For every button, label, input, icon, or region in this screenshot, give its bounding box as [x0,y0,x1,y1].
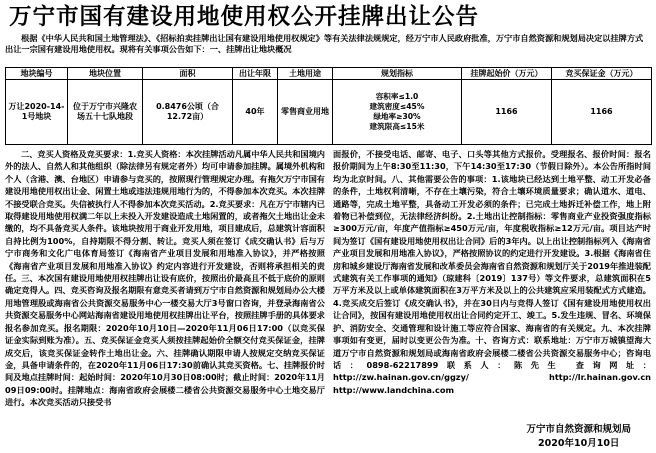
indicator-building-density: 建筑密度≤45% [369,102,425,111]
notice-body [5,148,651,453]
header-deposit: 竞买保证金（万元） [552,68,652,80]
signature-block [526,423,631,451]
header-area: 面积 [143,68,233,80]
plot-table-header-row [6,68,652,80]
header-indicators: 规划指标 [333,68,462,80]
indicator-floor-area-ratio: 容积率≤1.0 [375,92,419,101]
plot-term: 40年 [233,80,278,145]
indicator-height-limit: 建筑限高≤15米 [369,122,425,131]
plot-table [5,67,652,145]
plot-area: 0.8476公顷（合12.72亩） [143,80,233,145]
header-plot-id: 地块编号 [6,68,68,80]
signature-date: 2020年10月10日 [538,438,620,449]
notice-title: 万宁市国有建设用地使用权公开挂牌出让公告 [9,4,480,30]
body-right-column: 面报价，不接受电话、邮寄、电子、口头等其他方式报价。受理报名、报价时间：报名报价期间为上午8:30至11:30，下午14:30至17:30（节假日除外）。本公告所指时间均为北京时间。八、其他需要公告的事项：1.该地块已经达到土地平整、动工开发必备的条件，土地权利清晰，不存在土壤污染，符合土壤环境质量要求；确认道水、道电、通路等，完成土地平整，具备动工开发必须的条件；已完成土地拆迁补偿工作，地上附着物已补偿到位，无法律经济纠纷。2.土地出让控制指标：零售商业产业投资强度指标≥300万元/亩，年度产值指标≥450万元/亩，年度税收指标≥12万元/亩。项目达产时间为签订《国有建设用地使用权出让合同》后的3年内。以上出让控制指标列入《海南省产业项目发展和用地准入协议》，严格按照协议的约定进行开发建设。3.根据《海南省住房和城乡建设厅海南省发展和改革委员会海南省自然资源和规划厅关于2019年推进装配式建筑有关工作事项的通知》（琼建科〔2019〕137号）等文件要求，总建筑面积在5万平方米及以上或单体建筑面积在3万平方米及以上的公共建筑应采用装配式方式建造。4.竞买成交后签订《成交确认书》，并在30日内与竞得人签订《国有建设用地使用权出让合同》，按国有建设用地使用权出让合同约定开工、竣工。5.发生违规、冒名、环境保护、消防安全、交通管理和设计施工等应符合国家、海南省的有关规定。九、本次挂牌事项如有变更，届时以变更公告为准。十、咨询方式：联系地址：万宁市万城镇望海大道万宁市自然资源和规划局或海南省政府会展楼二楼省公共资源交易服务中心；咨询电话：0898-62217899联系人：陈先生 查询网址：http://zw.hainan.gov.cn/ggzy/ http://lr.hainan.gov.cn http://www.landchina.com [333,149,651,395]
header-start-price: 挂牌起始价（万元） [462,68,552,80]
plot-land-use: 零售商业用地 [278,80,333,145]
plot-id: 万让2020-14-1号地块 [6,80,68,145]
plot-location: 位于万宁市兴隆农场五十七队地段 [68,80,143,145]
plot-indicators [333,80,462,145]
header-land-use: 土地用途 [278,68,333,80]
plot-deposit: 1166 [552,80,652,145]
plot-table-row [6,80,652,145]
notice-intro: 根据《中华人民共和国土地管理法》、《招标拍卖挂牌出让国有建设用地使用权规定》等有关法律法规规定，经万宁市人民政府批准，万宁市自然资源和规划局决定以挂牌方式出让一宗国有建设用地使用权。现将有关事项公告如下：一、挂牌出让地块概况 [5,33,644,54]
header-term: 出让年限 [233,68,278,80]
plot-start-price: 1166 [462,80,552,145]
indicator-green-ratio: 绿地率≥30% [373,112,421,121]
body-left-column: 二、竞买人资格及竞买要求：1.竞买人资格：本次挂牌活动凡属中华人民共和国境内外的法人、自然人和其他组织（除法律另有规定者外）均可申请参加挂牌。属境外机构和个人（含港、澳、台地区）申请参与竞买的，按照现行管理规定办理。有拖欠万宁市国有建设用地使用权出让金、闲置土地或违法违规用地行为的，不得参加本次竞买。本次挂牌不接受联合竞买。失信被执行人不得参加本次竞买活动。2.竞买要求：凡在万宁市辖内已取得建设用地使用权满二年以上未投入开发建设造成土地闲置的，或者拖欠土地出让金未缴的，均不具备竞买人条件。该地块按用于商业开发用地，项目建成后，总建筑计容面积自持比例为100%，自持期限不得分割、转让。竞买人须在签订《成交确认书》后与万宁市商务和文化广电体育局签订《海南省产业项目发展和用地准入协议》，并严格按照《海南省产业项目发展和用地准入协议》约定内容进行开发建设，否则将承担相关的责任。三、本次国有建设用地使用权挂牌出让设有底价，按照出价最高且不低于底价的原则确定竞得人。四、竞买咨询及报名期限有意竞买者请到万宁市自然资源和规划局办公大楼用地管理股或海南省公共资源交易服务中心一楼交易大厅3号窗口咨询，并登录海南省公共资源交易服务中心网站海南省建设用地使用权挂牌出让平台，按照挂牌手册的具体要求报名参加竞买。报名期限：2020年10月10日—2020年11月06日17:00（以竞买保证金实际到账为准）。五、竞买保证金竞买人须按挂牌起始价全额交付竞买保证金，挂牌成交后，该竞买保证金转作土地出让金。六、挂牌确认期限申请人按规定交纳竞买保证金，具备申请条件的，在2020年11月06日17:30前确认其竞买资格。七、挂牌报价时间及地点挂牌时间：起始时间：2020年10月30日08:00时；截止时间：2020年11月09日09:00时。挂牌地点：海南省政府会展楼二楼省公共资源交易服务中心土地交易厅进行。本次竞买活动只接受书 [5,149,325,408]
header-location: 地块位置 [68,68,143,80]
signature-org: 万宁市自然资源和规划局 [526,424,631,435]
